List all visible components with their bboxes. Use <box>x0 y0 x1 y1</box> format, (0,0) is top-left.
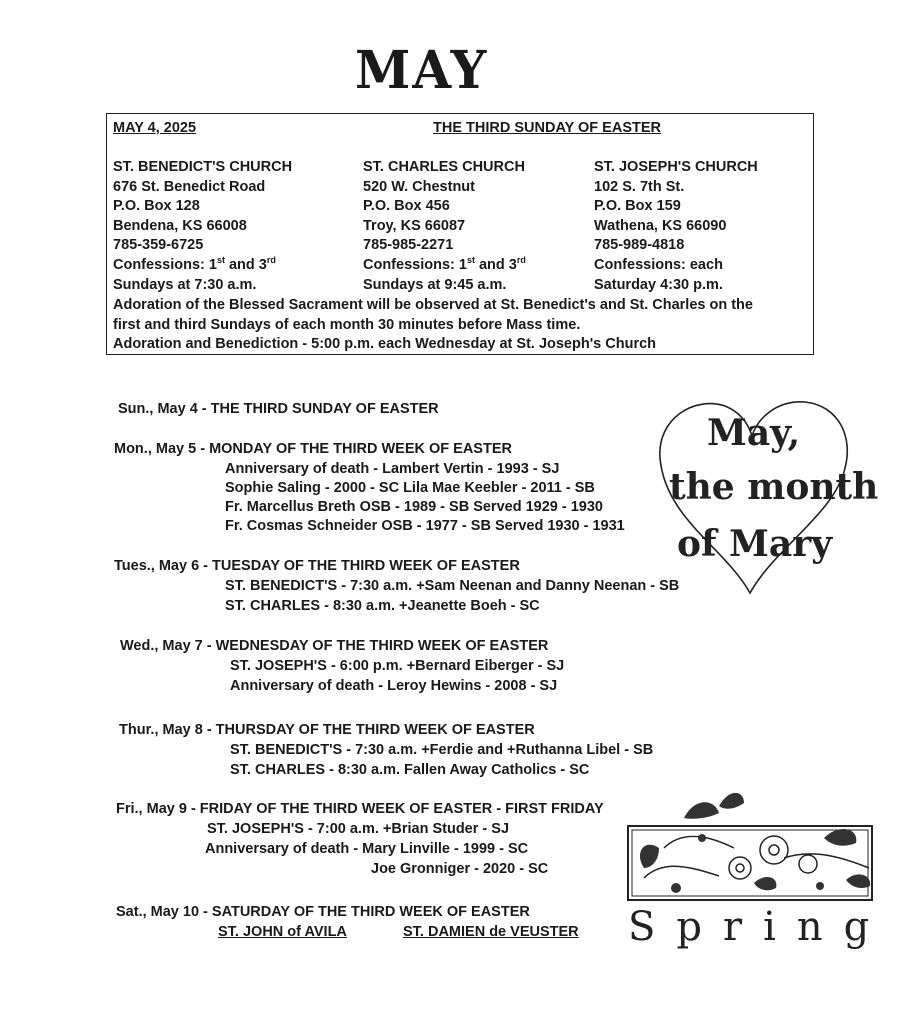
note-line: Adoration of the Blessed Sacrament will be observed at St. Benedict's and St. Charles on the <box>113 297 753 313</box>
note-line: Adoration and Benediction - 5:00 p.m. each Wednesday at St. Joseph's Church <box>113 336 657 353</box>
saint-link-john-of-avila[interactable]: ST. JOHN of AVILA <box>218 924 347 940</box>
church-confessions: Confessions: each <box>594 256 723 273</box>
schedule-line: Anniversary of death - Mary Linville - 1999 - SC <box>205 841 529 857</box>
schedule-line: Sophie Saling - 2000 - SC Lila Mae Keebler - 2011 - SB <box>225 480 595 496</box>
church-city: Wathena, KS 66090 <box>594 217 727 234</box>
schedule-line: ST. CHARLES - 8:30 a.m. Fallen Away Catholics - SC <box>230 762 590 778</box>
church-po-box: P.O. Box 159 <box>594 198 681 215</box>
day-tuesday: Tues., May 6 - TUESDAY OF THE THIRD WEEK OF EASTER <box>114 558 520 574</box>
church-address: 676 St. Benedict Road <box>113 178 266 195</box>
church-city: Troy, KS 66087 <box>363 217 466 234</box>
church-address: 520 W. Chestnut <box>363 178 475 195</box>
box-heading: THE THIRD SUNDAY OF EASTER <box>433 120 661 136</box>
day-wednesday: Wed., May 7 - WEDNESDAY OF THE THIRD WEEK OF EASTER <box>120 638 549 654</box>
day-monday: Mon., May 5 - MONDAY OF THE THIRD WEEK OF EASTER <box>114 441 512 457</box>
church-st-benedicts <box>113 158 292 295</box>
adoration-note <box>113 296 753 355</box>
spring-graphic <box>624 788 891 958</box>
schedule-line: ST. CHARLES - 8:30 a.m. +Jeanette Boeh - SC <box>225 598 540 614</box>
schedule-line: ST. BENEDICT'S - 7:30 a.m. +Sam Neenan and Danny Neenan - SB <box>225 578 680 594</box>
box-date: MAY 4, 2025 <box>113 120 197 136</box>
church-po-box: P.O. Box 456 <box>363 198 450 215</box>
spring-word: Spring <box>628 904 891 950</box>
heart-text-line1: May, <box>707 412 801 454</box>
page-title: MAY <box>355 38 489 101</box>
church-confessions: Confessions: 1st and 3rd <box>363 254 526 273</box>
church-address: 102 S. 7th St. <box>594 178 685 195</box>
schedule-line: ST. JOSEPH'S - 6:00 p.m. +Bernard Eiberger - SJ <box>230 658 565 674</box>
church-mass: Sundays at 7:30 a.m. <box>113 276 257 293</box>
schedule-line: Joe Gronniger - 2020 - SC <box>371 861 549 877</box>
schedule-line: ST. JOSEPH'S - 7:00 a.m. +Brian Studer - SJ <box>207 821 510 837</box>
church-st-charles <box>363 158 526 295</box>
church-confessions: Confessions: 1st and 3rd <box>113 254 276 273</box>
church-phone: 785-985-2271 <box>363 237 454 254</box>
day-sunday: Sun., May 4 - THE THIRD SUNDAY OF EASTER <box>118 401 439 417</box>
day-friday: Fri., May 9 - FRIDAY OF THE THIRD WEEK OF EASTER - FIRST FRIDAY <box>116 801 604 817</box>
church-st-josephs <box>594 158 758 295</box>
church-city: Bendena, KS 66008 <box>113 217 247 234</box>
schedule-line: Anniversary of death - Leroy Hewins - 2008 - SJ <box>230 678 558 694</box>
day-saturday: Sat., May 10 - SATURDAY OF THE THIRD WEEK OF EASTER <box>116 904 530 920</box>
schedule-line: Fr. Cosmas Schneider OSB - 1977 - SB Served 1930 - 1931 <box>225 518 625 534</box>
heart-text-line2: the month <box>669 466 879 508</box>
flower-border-icon <box>624 788 884 908</box>
schedule-line: ST. BENEDICT'S - 7:30 a.m. +Ferdie and +Ruthanna Libel - SB <box>230 742 654 758</box>
church-mass: Saturday 4:30 p.m. <box>594 276 723 293</box>
saint-link-damien-de-veuster[interactable]: ST. DAMIEN de VEUSTER <box>403 924 579 940</box>
day-thursday: Thur., May 8 - THURSDAY OF THE THIRD WEEK OF EASTER <box>119 722 535 738</box>
church-name: ST. JOSEPH'S CHURCH <box>594 159 758 175</box>
schedule-line: Anniversary of death - Lambert Vertin - 1993 - SJ <box>225 461 560 477</box>
heart-graphic <box>655 398 879 598</box>
church-phone: 785-989-4818 <box>594 237 685 254</box>
church-name: ST. CHARLES CHURCH <box>363 159 525 175</box>
schedule-line: Fr. Marcellus Breth OSB - 1989 - SB Served 1929 - 1930 <box>225 499 603 515</box>
heart-text-line3: of Mary <box>677 523 833 565</box>
church-po-box: P.O. Box 128 <box>113 198 200 215</box>
church-mass: Sundays at 9:45 a.m. <box>363 276 507 293</box>
church-name: ST. BENEDICT'S CHURCH <box>113 159 293 175</box>
church-phone: 785-359-6725 <box>113 237 204 254</box>
note-line: first and third Sundays of each month 30 minutes before Mass time. <box>113 316 581 333</box>
church-info-box <box>106 113 814 355</box>
